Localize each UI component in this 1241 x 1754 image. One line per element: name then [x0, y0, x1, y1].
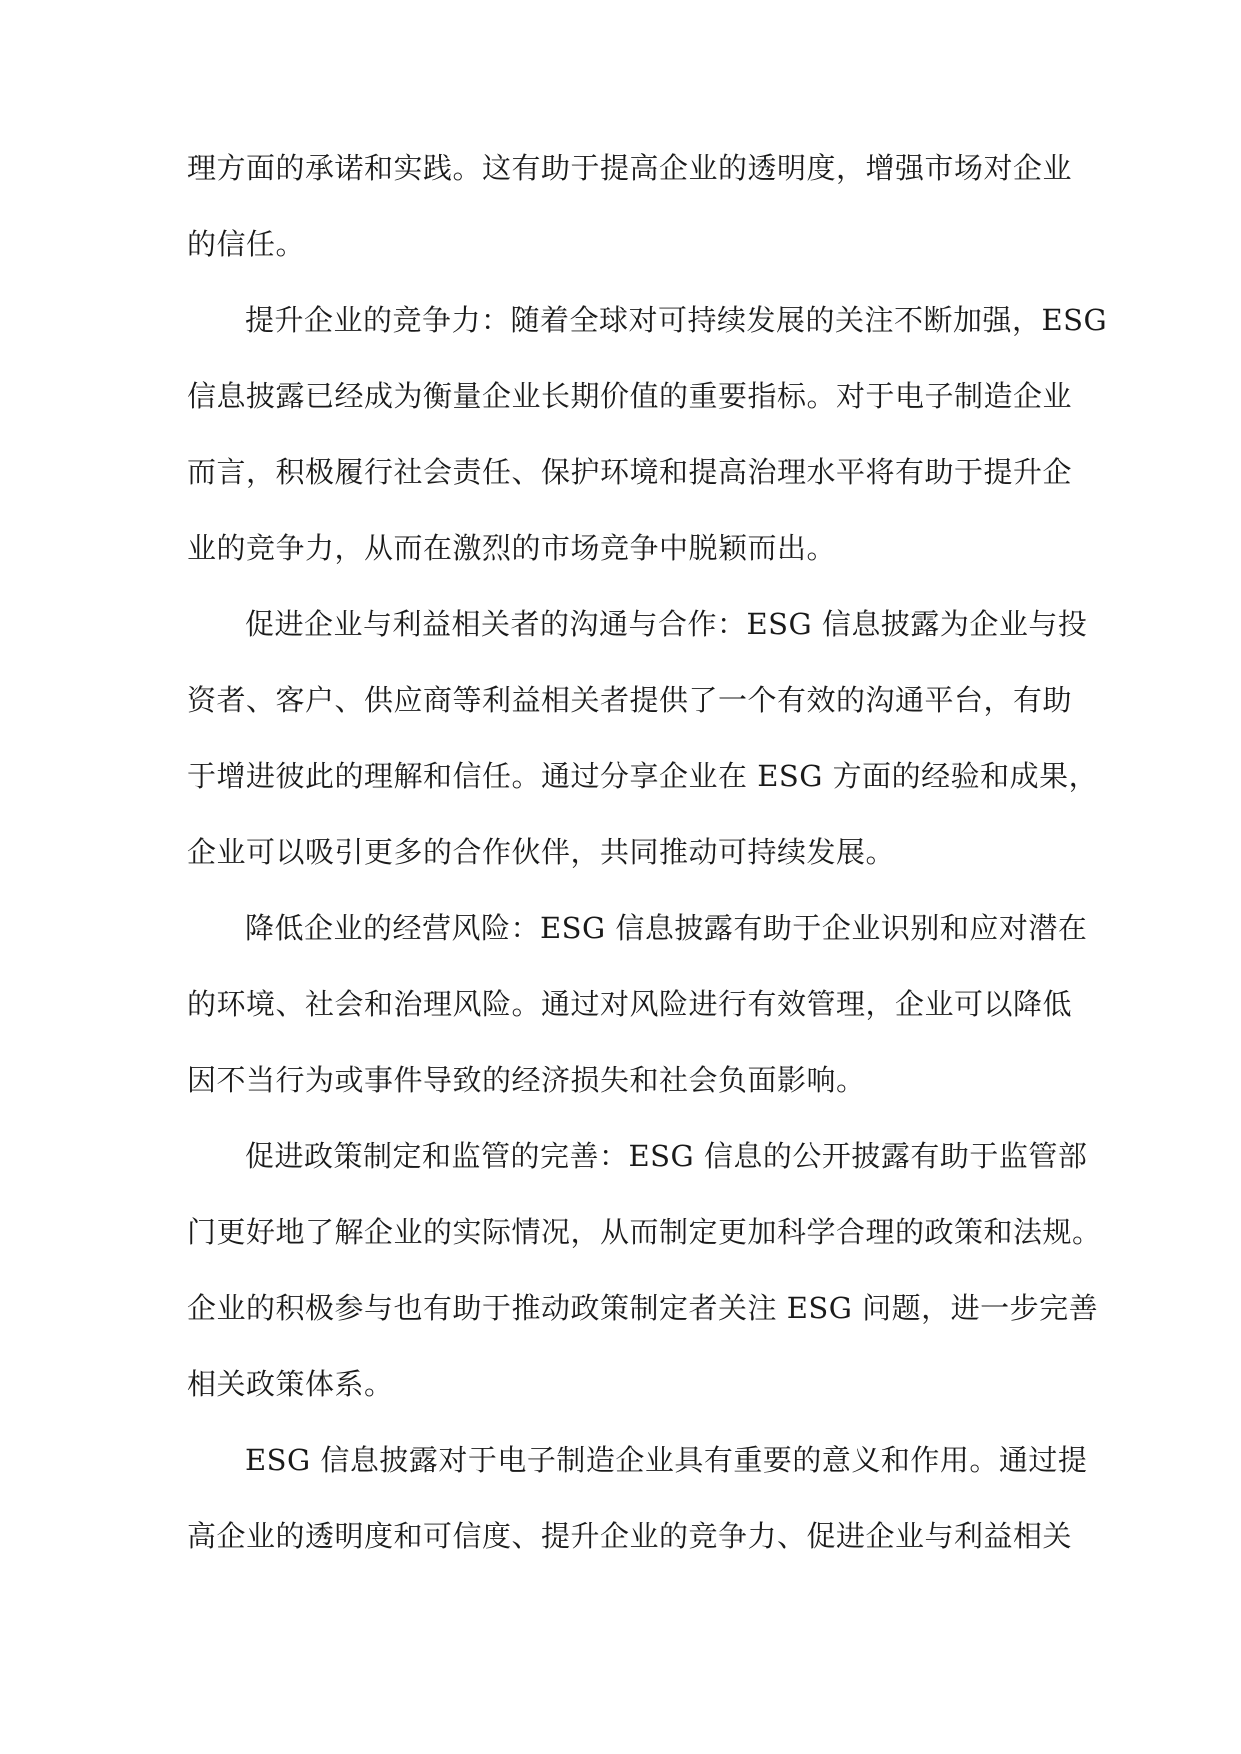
text-line: 降低企业的经营风险：ESG 信息披露有助于企业识别和应对潜在 — [245, 911, 1088, 945]
paragraph-3 — [187, 586, 1099, 890]
text-line: 而言，积极履行社会责任、保护环境和提高治理水平将有助于提升企 — [187, 455, 1073, 489]
text-line: 门更好地了解企业的实际情况，从而制定更加科学合理的政策和法规。 — [187, 1215, 1102, 1249]
paragraph-4 — [187, 890, 1088, 1118]
text-line: 信息披露已经成为衡量企业长期价值的重要指标。对于电子制造企业 — [187, 379, 1073, 413]
text-line: ESG 信息披露对于电子制造企业具有重要的意义和作用。通过提 — [245, 1443, 1088, 1477]
text-line: 促进企业与利益相关者的沟通与合作：ESG 信息披露为企业与投 — [245, 607, 1088, 641]
text-line: 高企业的透明度和可信度、提升企业的竞争力、促进企业与利益相关 — [187, 1519, 1073, 1553]
text-line: 的信任。 — [187, 227, 306, 261]
text-line: 因不当行为或事件导致的经济损失和社会负面影响。 — [187, 1063, 866, 1097]
paragraph-2 — [187, 282, 1108, 586]
text-line: 企业的积极参与也有助于推动政策制定者关注 ESG 问题，进一步完善 — [187, 1291, 1099, 1325]
text-line: 的环境、社会和治理风险。通过对风险进行有效管理，企业可以降低 — [187, 987, 1073, 1021]
paragraph-1 — [187, 130, 1073, 282]
text-line: 企业可以吸引更多的合作伙伴，共同推动可持续发展。 — [187, 835, 896, 869]
paragraph-5 — [187, 1118, 1102, 1422]
text-line: 提升企业的竞争力：随着全球对可持续发展的关注不断加强，ESG — [245, 303, 1108, 337]
text-line: 资者、客户、供应商等利益相关者提供了一个有效的沟通平台，有助 — [187, 683, 1073, 717]
paragraph-6 — [187, 1422, 1088, 1574]
text-line: 促进政策制定和监管的完善：ESG 信息的公开披露有助于监管部 — [245, 1139, 1088, 1173]
text-line: 理方面的承诺和实践。这有助于提高企业的透明度，增强市场对企业 — [187, 151, 1073, 185]
text-line: 业的竞争力，从而在激烈的市场竞争中脱颖而出。 — [187, 531, 837, 565]
text-line: 于增进彼此的理解和信任。通过分享企业在 ESG 方面的经验和成果， — [187, 759, 1099, 793]
text-line: 相关政策体系。 — [187, 1367, 394, 1401]
document-body — [187, 130, 1108, 1574]
